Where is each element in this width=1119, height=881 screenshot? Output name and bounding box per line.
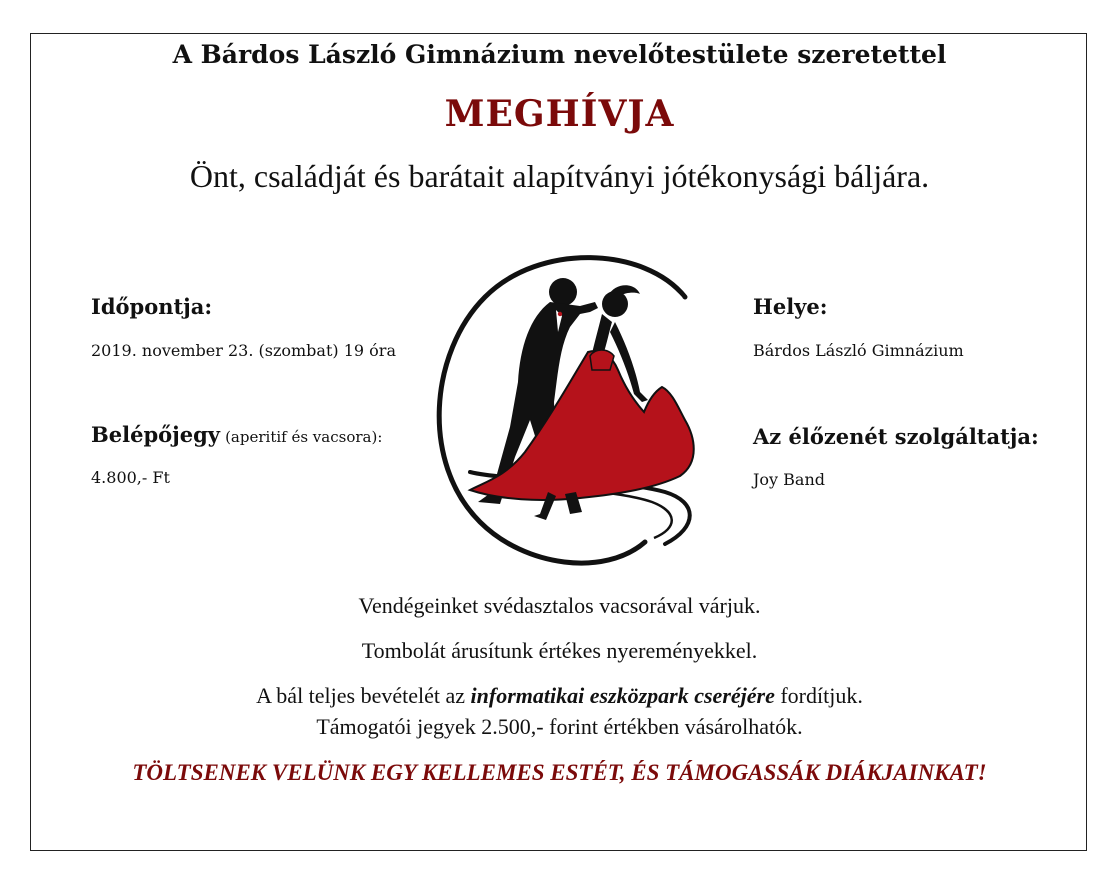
proceeds-text [30, 683, 1089, 709]
ticket-note: (aperitif és vacsora): [225, 428, 383, 446]
ticket-label-group [91, 422, 382, 447]
music-value: Joy Band [753, 470, 826, 489]
proceeds-text-before: A bál teljes bevételét az [256, 683, 471, 708]
ticket-label: Belépőjegy [91, 422, 220, 447]
date-value: 2019. november 23. (szombat) 19 óra [91, 341, 396, 360]
dinner-text: Vendégeinket svédasztalos vacsorával várjuk. [358, 593, 761, 618]
invitation-title: MEGHÍVJA [444, 93, 675, 135]
invitation-header: A Bárdos László Gimnázium nevelőtestülete szeretettel [172, 40, 947, 69]
raffle-text: Tombolát árusítunk értékes nyereményekkel. [361, 638, 758, 663]
music-label: Az élőzenét szolgáltatja: [753, 424, 1039, 449]
ballroom-dancers-icon [430, 252, 705, 574]
ticket-value: 4.800,- Ft [91, 468, 170, 487]
place-value: Bárdos László Gimnázium [753, 341, 964, 360]
invitation-intro: Önt, családját és barátait alapítványi jótékonysági báljára. [189, 158, 930, 194]
date-label: Időpontja: [91, 294, 213, 319]
proceeds-text-after: fordítjuk. [774, 683, 863, 708]
support-tickets-text: Támogatói jegyek 2.500,- forint értékben vásárolhatók. [316, 714, 803, 739]
place-label: Helye: [753, 294, 828, 319]
proceeds-text-emphasis: informatikai eszközpark cseréjére [470, 683, 775, 708]
closing-slogan: TÖLTSENEK VELÜNK EGY KELLEMES ESTÉT, ÉS TÁMOGASSÁK DIÁKJAINKAT! [132, 760, 987, 785]
